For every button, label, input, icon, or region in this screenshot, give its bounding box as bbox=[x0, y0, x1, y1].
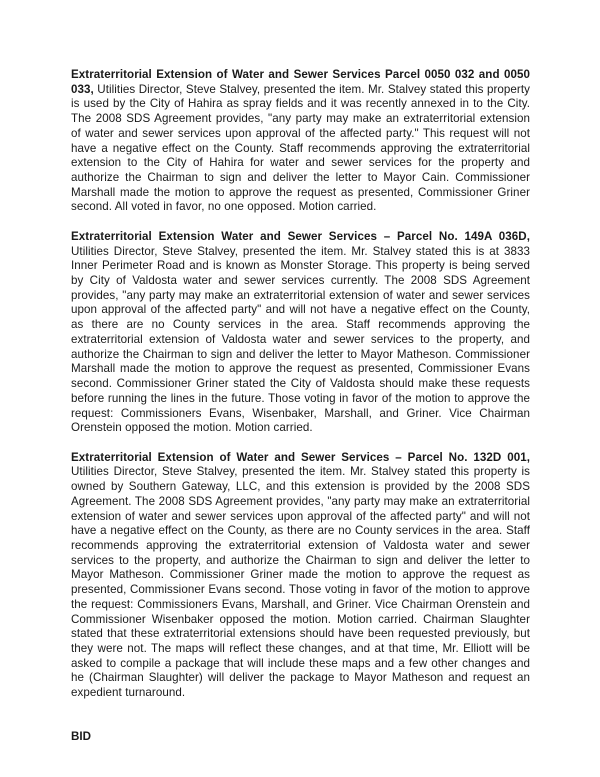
minutes-paragraph-2 bbox=[71, 230, 530, 436]
paragraph-2-heading: Extraterritorial Extension Water and Sewer Services – Parcel No. 149A 036D, bbox=[71, 229, 530, 243]
minutes-paragraph-1 bbox=[71, 68, 530, 215]
paragraph-2-body: Utilities Director, Steve Stalvey, presented the item. Mr. Stalvey stated this is at 3833 Inner Perimeter Road and is known as Monster Storage. This property is being served by City of Valdosta water and sewer services currently. The 2008 SDS Agreement provides, "any party may make an extraterritorial extension of water and sewer services upon approval of the affected party" and will not have a negative effect on the County, as there are no County services in the area. Staff recommends approving the extraterritorial extension of Valdosta water and sewer services to the property, and authorize the Chairman to sign and deliver the letter to Mayor Matheson. Commissioner Marshall made the motion to approve the request as presented, Commissioner Evans second. Commissioner Griner stated the City of Valdosta should make these requests before running the lines in the future. Those voting in favor of the motion to approve the request: Commissioners Evans, Wisenbaker, Marshall, and Griner. Vice Chairman Orenstein opposed the motion. Motion carried. bbox=[71, 244, 530, 435]
section-heading-bid: BID bbox=[71, 730, 91, 744]
paragraph-3-body: Utilities Director, Steve Stalvey, presented the item. Mr. Stalvey stated this property is owned by Southern Gateway, LLC, and this extension is provided by the 2008 SDS Agreement. The 2008 SDS Agreement provides, "any party may make an extraterritorial extension of water and sewer services upon approval of the affected party" and will not have a negative effect on the County, as there are no County services in the area. Staff recommends approving the extraterritorial extension of Valdosta water and sewer services to the property, and authorize the Chairman to sign and deliver the letter to Mayor Matheson. Commissioner Griner made the motion to approve the request as presented, Commissioner Evans second. Those voting in favor of the motion to approve the request: Commissioners Evans, Marshall, and Griner. Vice Chairman Orenstein and Commissioner Wisenbaker opposed the motion. Motion carried. Chairman Slaughter stated that these extraterritorial extensions should have been requested previously, but they were not. The maps will reflect these changes, and at that time, Mr. Elliott will be asked to compile a package that will include these maps and a few other changes and he (Chairman Slaughter) will deliver the package to Mayor Matheson and request an expedient turnaround. bbox=[71, 465, 530, 700]
paragraph-1-body: Utilities Director, Steve Stalvey, presented the item. Mr. Stalvey stated this property is used by the City of Hahira as spray fields and it was recently annexed in to the City. The 2008 SDS Agreement provides, "any party may make an extraterritorial extension of water and sewer services upon approval of the affected party." This request will not have a negative effect on the County. Staff recommends approving the extraterritorial extension to the City of Hahira for water and sewer services for the property and authorize the Chairman to sign and deliver the letter to Mayor Cain. Commissioner Marshall made the motion to approve the request as presented, Commissioner Griner second. All voted in favor, no one opposed. Motion carried. bbox=[71, 82, 530, 214]
minutes-paragraph-3 bbox=[71, 451, 530, 701]
section-spacer bbox=[71, 716, 530, 731]
paragraph-1-heading: Extraterritorial Extension of Water and Sewer Services Parcel 0050 032 and 0050 033, bbox=[71, 68, 530, 96]
document-body bbox=[71, 68, 530, 745]
paragraph-3-heading: Extraterritorial Extension of Water and Sewer Services – Parcel No. 132D 001, bbox=[71, 450, 530, 464]
